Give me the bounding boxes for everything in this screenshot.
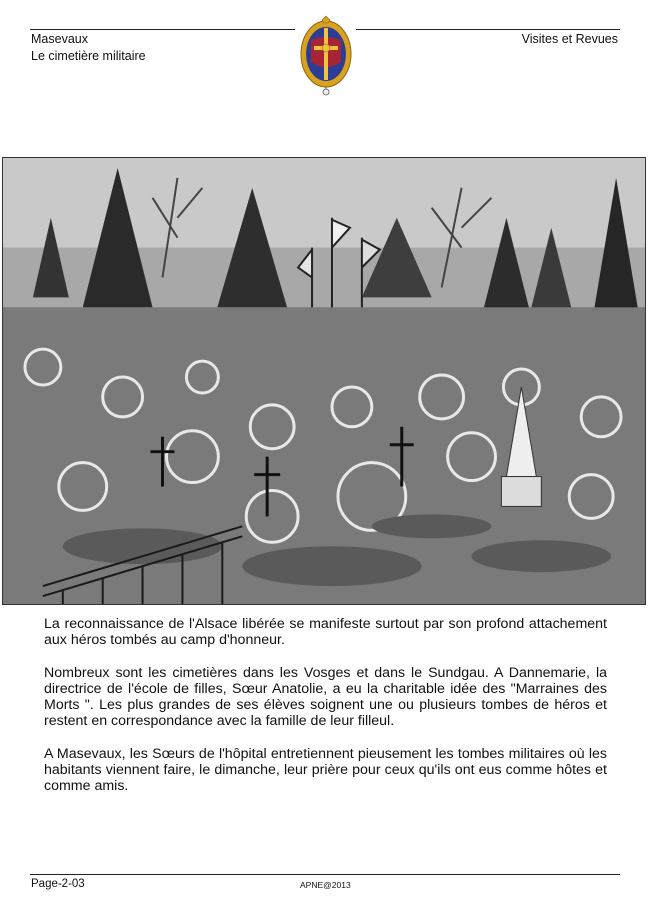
emblem-icon	[298, 14, 354, 98]
paragraph-2: Nombreux sont les cimetières dans les Vosges et dans le Sundgau. A Dannemarie, la directrice de l'école de filles, Sœur Anatolie, a eu la charitable idée des "Marraines des Morts ". Les plus grandes de ses élèves soignent une ou plusieurs tombes de héros et restent en correspondance avec la famille de leur filleul.	[44, 665, 607, 729]
header-subject: Le cimetière militaire	[31, 49, 146, 63]
header-left	[31, 31, 146, 65]
cemetery-photo	[2, 157, 646, 605]
body-text-3	[44, 746, 607, 794]
body-text-2	[44, 665, 607, 729]
body-text	[44, 616, 607, 648]
footer-credit: APNE@2013	[300, 880, 351, 890]
header-rule-right	[356, 29, 620, 30]
cemetery-illustration	[3, 158, 645, 604]
footer-rule	[30, 874, 620, 875]
footer-page: Page-2-03	[31, 878, 85, 890]
header-place: Masevaux	[31, 32, 88, 46]
paragraph-3: A Masevaux, les Sœurs de l'hôpital entretiennent pieusement les tombes militaires où les habitants viennent faire, le dimanche, leur prière pour ceux qu'ils ont eus comme hôtes et comme amis.	[44, 746, 607, 794]
header-section: Visites et Revues	[521, 32, 618, 46]
header-rule-left	[30, 29, 295, 30]
paragraph-1: La reconnaissance de l'Alsace libérée se manifeste surtout par son profond attachement aux héros tombés au camp d'honneur.	[44, 616, 607, 648]
